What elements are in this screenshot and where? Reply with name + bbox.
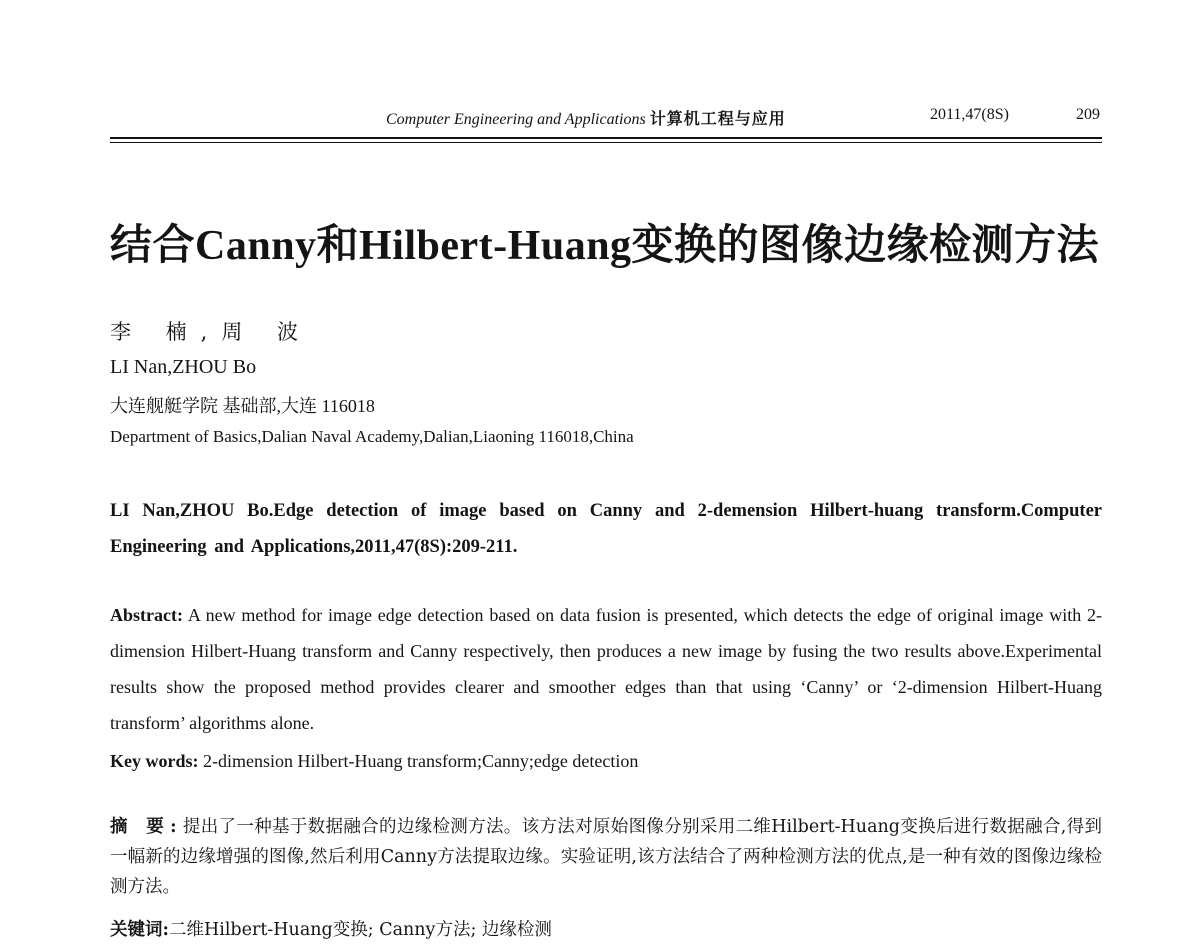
- keywords-cn-text: 二维Hilbert-Huang变换; Canny方法; 边缘检测: [168, 920, 552, 940]
- affiliation-cn: 大连舰艇学院 基础部,大连 116018: [110, 396, 375, 416]
- header-rule-thick: [110, 137, 1102, 139]
- abstract-label: Abstract:: [110, 605, 183, 625]
- page-number: 209: [1076, 106, 1100, 123]
- keywords-text: 2-dimension Hilbert-Huang transform;Canny;edge detection: [203, 751, 639, 771]
- journal-name: [386, 106, 786, 129]
- keywords-en: [110, 743, 1102, 779]
- abstract-text: A new method for image edge detection based on data fusion is presented, which detects the edge of original image with 2-dimension Hilbert-Huang transform and Canny respectively, then produces a new image by fusing the two results above.Experimental results show the proposed method provides clearer and smoother edges than that using ‘Canny’ or ‘2-dimension Hilbert-Huang transform’ algorithms alone.: [110, 605, 1102, 733]
- header-rule-thin: [110, 142, 1102, 143]
- affiliation-en: Department of Basics,Dalian Naval Academy,Dalian,Liaoning 116018,China: [110, 427, 634, 446]
- authors-en: LI Nan,ZHOU Bo: [110, 356, 257, 378]
- abstract-en: [110, 597, 1102, 741]
- authors-cn: 李 楠,周 波: [110, 320, 313, 344]
- citation: LI Nan,ZHOU Bo.Edge detection of image based on Canny and 2-demension Hilbert-huang transform.Computer Engineering and Applications,2011,47(8S):209-211.: [110, 501, 1102, 557]
- keywords-cn: [110, 915, 1102, 945]
- abstract-cn-label: 摘 要:: [110, 817, 183, 837]
- paper-title: 结合Canny和Hilbert-Huang变换的图像边缘检测方法: [110, 223, 1100, 269]
- journal-name-en: Computer Engineering and Applications: [386, 111, 646, 128]
- issue-info: 2011,47(8S): [930, 106, 1009, 123]
- abstract-cn: [110, 812, 1102, 902]
- keywords-label: Key words:: [110, 751, 199, 771]
- abstract-cn-text: 提出了一种基于数据融合的边缘检测方法。该方法对原始图像分别采用二维Hilbert-Huang变换后进行数据融合,得到一幅新的边缘增强的图像,然后利用Canny方法提取边缘。实验证明,该方法结合了两种检测方法的优点,是一种有效的图像边缘检测方法。: [110, 817, 1102, 897]
- journal-name-cn: 计算机工程与应用: [649, 111, 786, 128]
- keywords-cn-label: 关键词:: [110, 920, 169, 940]
- running-header: [110, 106, 1102, 130]
